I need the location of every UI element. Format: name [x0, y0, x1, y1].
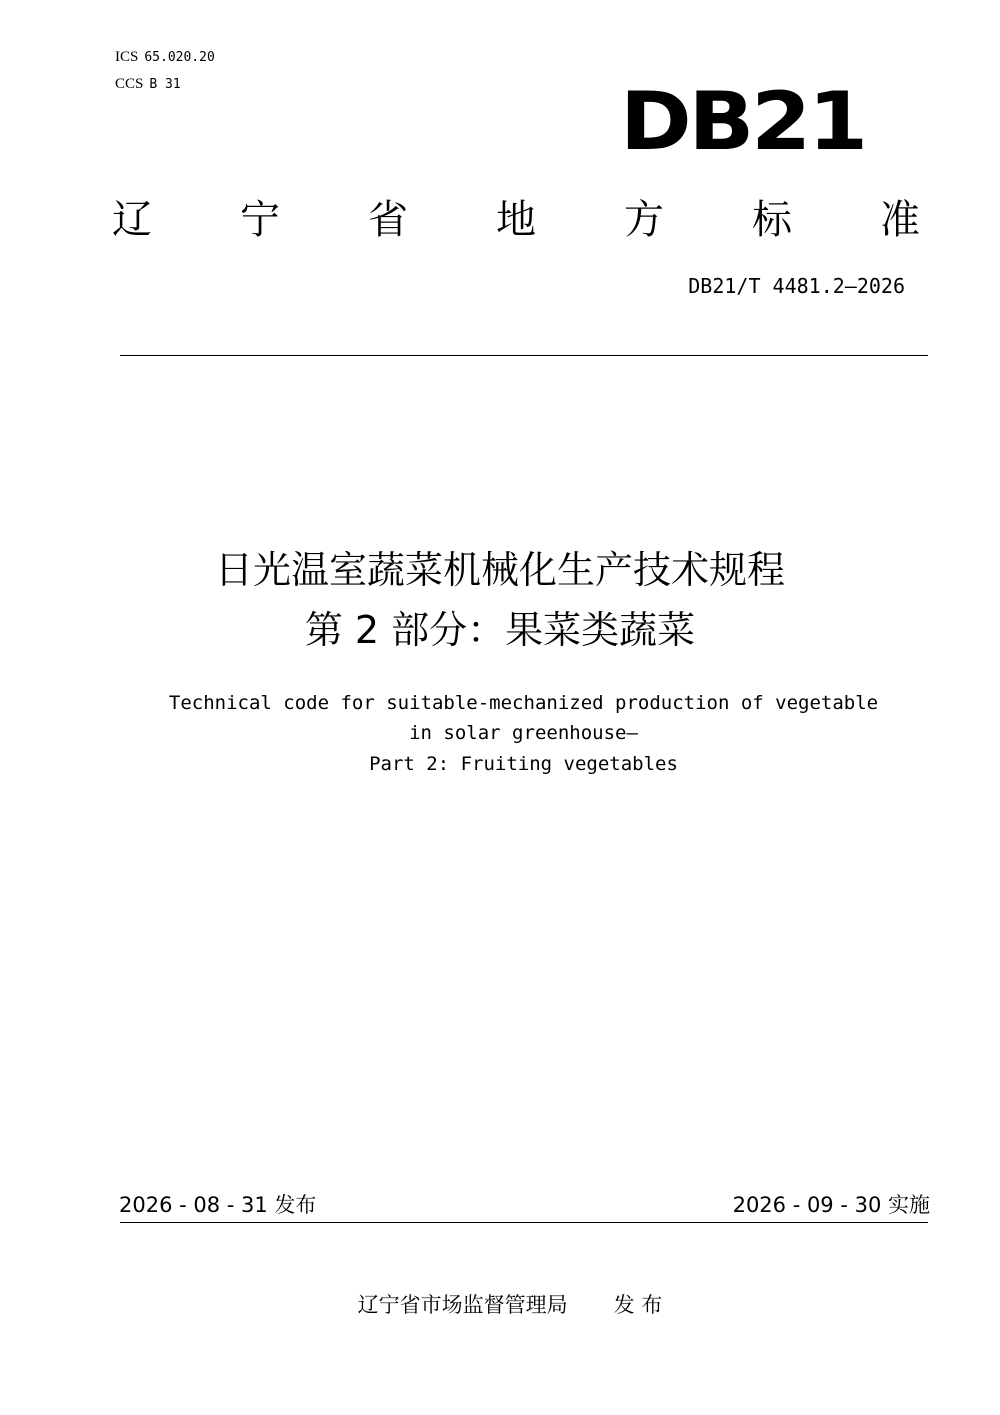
publisher-name: 辽宁省市场监督管理局 [357, 1293, 568, 1317]
standard-type-char: 准 [880, 197, 920, 243]
title-en-line3: Part 2: Fruiting vegetables [369, 753, 678, 775]
publisher-action: 发 布 [613, 1293, 663, 1317]
ccs-line [115, 75, 181, 94]
title-cn-line2: 第 2 部分：果菜类蔬菜 [304, 608, 696, 652]
implement-date: 2026 - 09 - 30 实施 [732, 1193, 930, 1217]
standard-type-char: 地 [496, 197, 536, 243]
title-cn-line1: 日光温室蔬菜机械化生产技术规程 [214, 548, 785, 592]
standard-type-char: 省 [368, 197, 408, 243]
standard-type-char: 标 [752, 197, 792, 243]
standard-number: DB21/T 4481.2—2026 [688, 274, 905, 298]
ics-code: 65.020.20 [144, 50, 215, 65]
ccs-label: CCS [115, 76, 144, 92]
standard-type-char: 方 [624, 197, 664, 243]
bottom-divider [120, 1222, 928, 1223]
issue-date: 2026 - 08 - 31 发布 [119, 1193, 317, 1217]
top-divider [120, 355, 928, 356]
ccs-code: B 31 [149, 77, 181, 92]
publisher-line [0, 1290, 1000, 1320]
ics-line [115, 48, 215, 67]
title-en-line1: Technical code for suitable-mechanized production of vegetable [168, 692, 879, 714]
db21-logo: DB21 [620, 75, 865, 168]
standard-type-char: 辽 [112, 197, 152, 243]
ics-label: ICS [115, 49, 139, 65]
standard-type-char: 宁 [240, 197, 280, 243]
title-en-line2: in solar greenhouse— [409, 722, 638, 744]
standard-type-heading [112, 190, 920, 250]
